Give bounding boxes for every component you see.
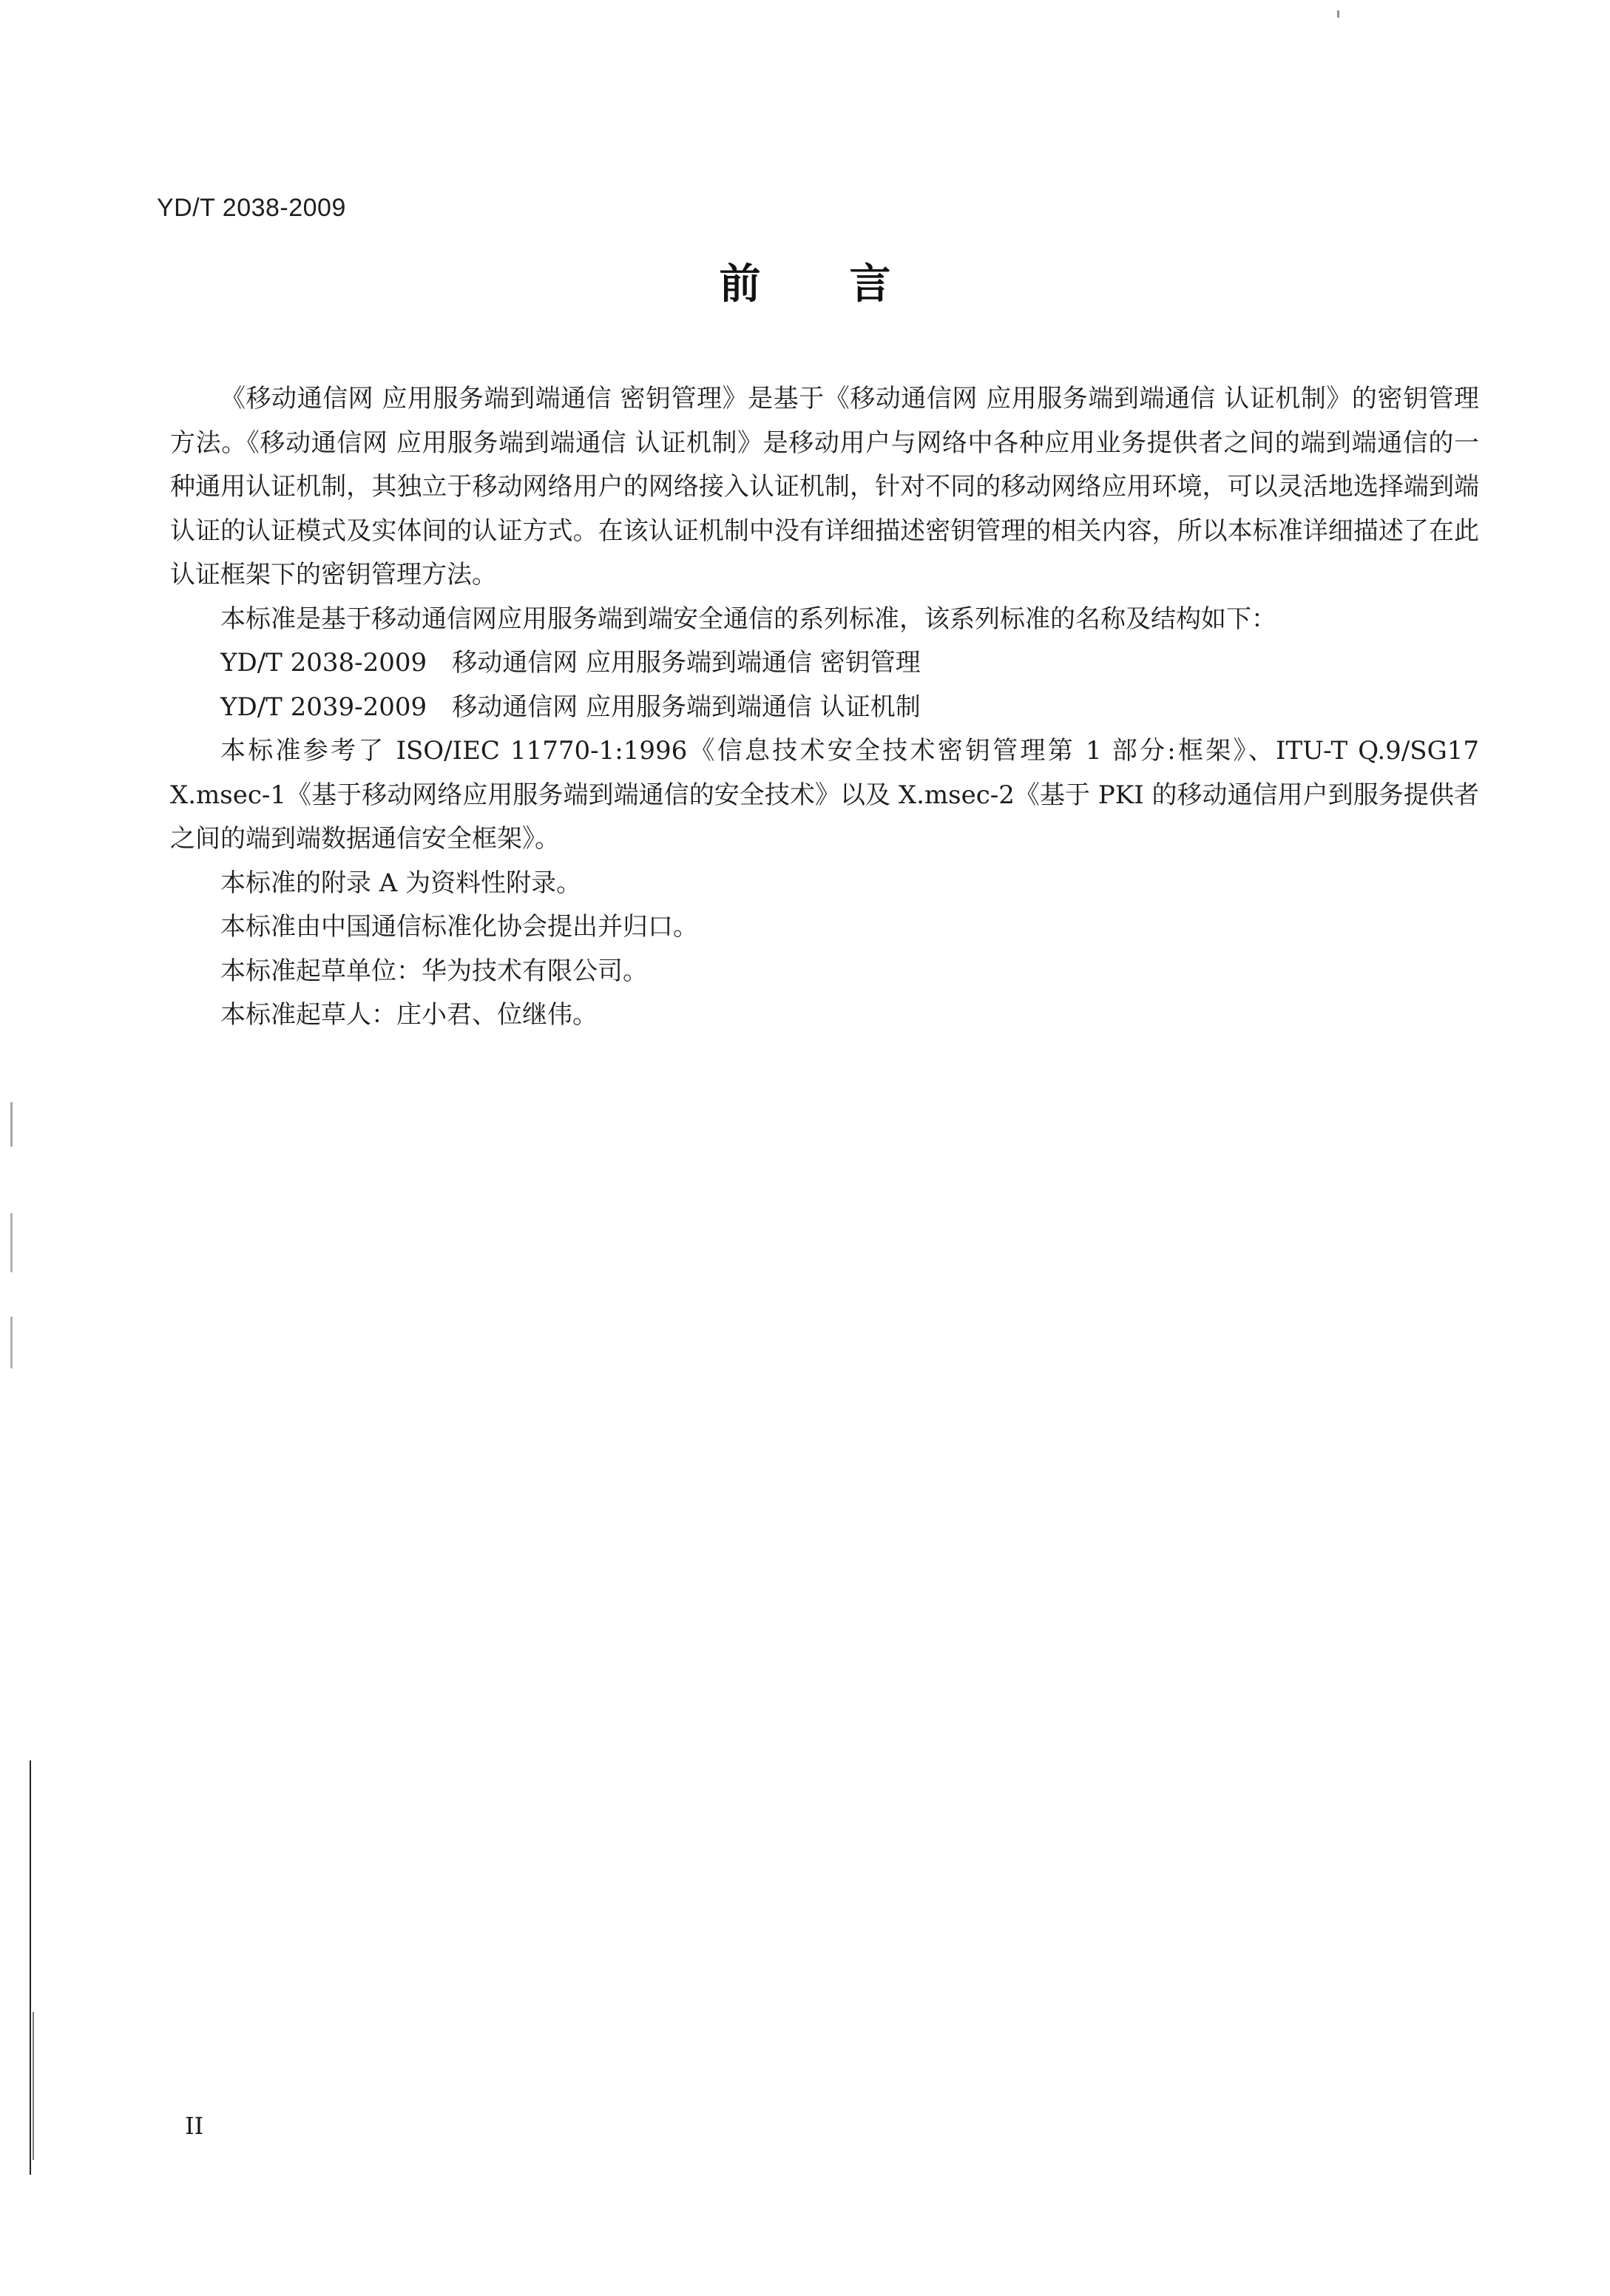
paragraph-drafting-unit: 本标准起草单位：华为技术有限公司。 — [220, 956, 648, 986]
paragraph-drafters: 本标准起草人：庄小君、位继伟。 — [220, 1000, 598, 1030]
paragraph-proposer: 本标准由中国通信标准化协会提出并归口。 — [220, 912, 698, 942]
scan-artifact-line — [33, 2012, 34, 2160]
scan-artifact-dot — [10, 1213, 13, 1272]
page-number: II — [185, 2112, 204, 2140]
paragraph-series: 本标准是基于移动通信网应用服务端到端安全通信的系列标准，该系列标准的名称及结构如下： — [220, 604, 1276, 634]
paragraph-appendix: 本标准的附录 A 为资料性附录。 — [220, 868, 582, 898]
paragraph-intro: 《移动通信网 应用服务端到端通信 密钥管理》是基于《移动通信网 应用服务端到端通信 认证机制》的密钥管理方法。《移动通信网 应用服务端到端通信 认证机制》是移动用户与网络中各种应用业务提供者之间的端到端通信的一种通用认证机制，其独立于移动网络用户的网络接入认证机制，针对不同的移动网络应用环境，可以灵活地选择端到端认证的认证模式及实体间的认证方式。在该认证机制中没有详细描述密钥管理的相关内容，所以本标准详细描述了在此认证框架下的密钥管理方法。 — [170, 384, 1479, 590]
scan-artifact-dot — [10, 1317, 13, 1368]
foreword-body — [170, 377, 1479, 1038]
scan-artifact-line — [30, 1760, 31, 2175]
standard-code: YD/T 2038-2009 — [157, 194, 346, 222]
scan-artifact-dot — [1337, 10, 1339, 18]
paragraph-standard-2039: YD/T 2039-2009 移动通信网 应用服务端到端通信 认证机制 — [220, 692, 921, 722]
scan-artifact-dot — [10, 1102, 13, 1147]
paragraph-standard-2038: YD/T 2038-2009 移动通信网 应用服务端到端通信 密钥管理 — [220, 648, 921, 678]
paragraph-references: 本标准参考了 ISO/IEC 11770-1:1996《信息技术安全技术密钥管理第 1 部分:框架》、ITU-T Q.9/SG17 X.msec-1《基于移动网络应用服务端到端通信的安全技术》以及 X.msec-2《基于 PKI 的移动通信用户到服务提供者之间的端到端数据通信安全框架》。 — [170, 736, 1479, 854]
page-title: 前言 — [719, 260, 980, 308]
